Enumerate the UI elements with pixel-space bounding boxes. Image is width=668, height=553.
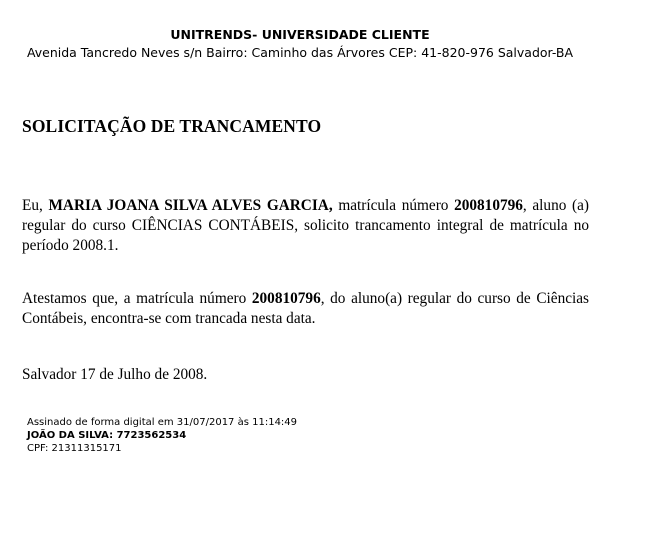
signer-cpf: CPF: 21311315171: [27, 443, 122, 454]
registration-number: 200810796: [454, 197, 523, 214]
attestation-text: , do aluno(a) regular do curso de Ciências Contábeis, encontra-se com trancada nesta data.: [22, 290, 589, 327]
institution-address: Avenida Tancredo Neves s/n Bairro: Caminho das Árvores CEP: 41-820-976 Salvador-BA: [26, 45, 574, 60]
request-text-a: matrícula número: [332, 197, 455, 214]
institution-name: UNITRENDS- UNIVERSIDADE CLIENTE: [170, 27, 430, 42]
request-text-b: , aluno (a) regular do curso CIÊNCIAS CONTÁBEIS, solicito trancamento integral de matrícula no período 2008.1.: [22, 197, 589, 254]
signature-timestamp: Assinado de forma digital em 31/07/2017 às 11:14:49: [27, 417, 298, 428]
attestation-paragraph: [22, 289, 589, 329]
letterhead: [0, 27, 600, 61]
digital-signature-block: [27, 416, 297, 455]
signer-name: JOÃO DA SILVA: 7723562534: [27, 430, 187, 441]
attestation-registration-number: 200810796: [251, 290, 321, 307]
student-name: MARIA JOANA SILVA ALVES GARCIA,: [48, 197, 333, 214]
document-title: SOLICITAÇÃO DE TRANCAMENTO: [22, 116, 322, 136]
date-line: Salvador 17 de Julho de 2008.: [22, 366, 208, 383]
attestation-prefix: Atestamos que, a matrícula número: [22, 290, 252, 307]
request-prefix: Eu,: [22, 197, 49, 214]
request-paragraph: [22, 196, 589, 256]
